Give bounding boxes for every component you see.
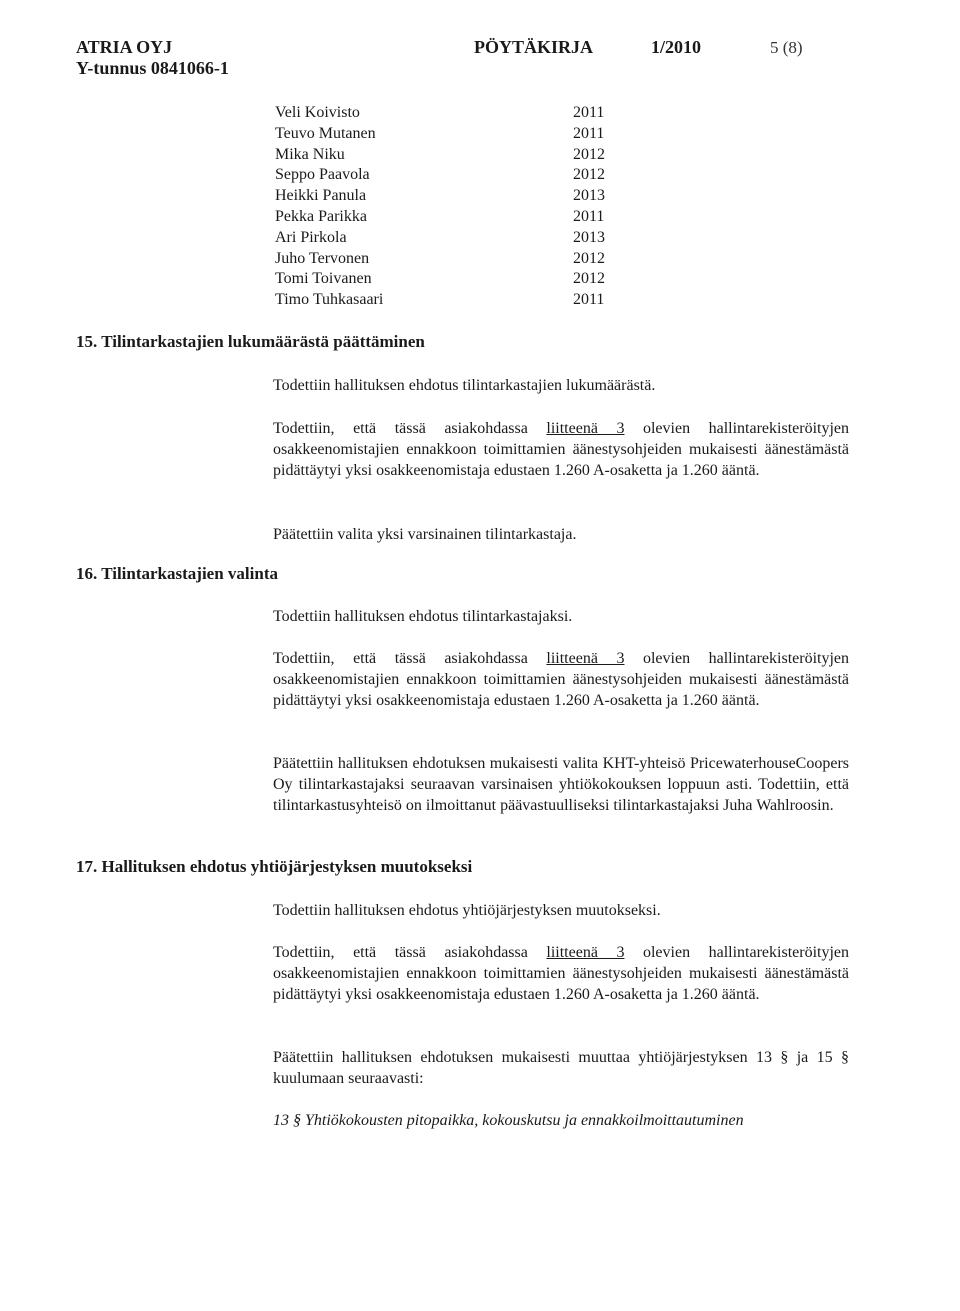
member-term-year: 2011	[573, 291, 605, 309]
list-item	[275, 269, 615, 290]
member-term-year: 2012	[573, 166, 605, 184]
document-type: PÖYTÄKIRJA	[474, 37, 594, 57]
appendix-reference: liitteenä 3	[546, 650, 625, 667]
appendix-reference: liitteenä 3	[546, 420, 625, 437]
list-item	[275, 186, 615, 207]
company-name: ATRIA OYJ	[76, 37, 173, 57]
appendix-reference: liitteenä 3	[546, 944, 625, 961]
section-16-heading: 16. Tilintarkastajien valinta	[76, 564, 278, 583]
member-name: Ari Pirkola	[275, 228, 347, 246]
list-item	[275, 165, 615, 186]
member-term-year: 2012	[573, 145, 605, 163]
member-name: Heikki Panula	[275, 187, 367, 205]
paragraph-text: Todettiin, että tässä asiakohdassa	[273, 944, 547, 961]
paragraph-text: olevien hallintarekisteröityjen osakkeenomistajien ennakkoon toimittamien äänestysohjeiden mukaisesti äänestämästä pidättäytyi yksi osakkeenomistaja edustaen 1.260 A-osaketta ja 1.260 ääntä.	[273, 420, 850, 479]
business-id: Y-tunnus 0841066-1	[76, 58, 229, 78]
member-term-year: 2011	[573, 124, 605, 142]
member-term-year: 2013	[573, 228, 605, 246]
member-name: Timo Tuhkasaari	[275, 291, 384, 309]
list-item	[275, 207, 615, 228]
paragraph-text: Todettiin, että tässä asiakohdassa	[273, 650, 547, 667]
section-17-heading: 17. Hallituksen ehdotus yhtiöjärjestyksen muutokseksi	[76, 857, 473, 876]
member-name: Teuvo Mutanen	[275, 124, 376, 142]
section-15-paragraph-2	[273, 418, 849, 481]
member-term-year: 2011	[573, 207, 605, 225]
list-item	[275, 228, 615, 249]
document-number: 1/2010	[651, 37, 702, 57]
member-name: Veli Koivisto	[275, 104, 360, 121]
list-item	[275, 249, 615, 270]
section-15-paragraph-3: Päätettiin valita yksi varsinainen tilintarkastaja.	[273, 526, 577, 543]
section-16-paragraph-2	[273, 648, 849, 711]
member-term-year: 2012	[573, 249, 605, 267]
member-term-year: 2012	[573, 270, 605, 288]
paragraph-text: olevien hallintarekisteröityjen osakkeenomistajien ennakkoon toimittamien äänestysohjeiden mukaisesti äänestämästä pidättäytyi yksi osakkeenomistaja edustaen 1.260 A-osaketta ja 1.260 ääntä.	[273, 650, 850, 709]
section-16-paragraph-1: Todettiin hallituksen ehdotus tilintarkastajaksi.	[273, 608, 573, 625]
member-name: Tomi Toivanen	[275, 270, 372, 288]
member-term-year: 2013	[573, 187, 605, 205]
section-17-paragraph-2	[273, 942, 849, 1005]
member-name: Juho Tervonen	[275, 249, 370, 267]
paragraph-text: Todettiin, että tässä asiakohdassa	[273, 420, 547, 437]
paragraph-text: olevien hallintarekisteröityjen osakkeenomistajien ennakkoon toimittamien äänestysohjeiden mukaisesti äänestämästä pidättäytyi yksi osakkeenomistaja edustaen 1.260 A-osaketta ja 1.260 ääntä.	[273, 944, 850, 1003]
page-number: 5 (8)	[770, 38, 803, 57]
section-17-paragraph-3: Päätettiin hallituksen ehdotuksen mukaisesti muuttaa yhtiöjärjestyksen 13 § ja 15 § kuulumaan seuraavasti:	[273, 1049, 849, 1087]
board-member-list	[275, 103, 615, 311]
member-name: Pekka Parikka	[275, 207, 367, 225]
list-item	[275, 290, 615, 311]
list-item	[275, 124, 615, 145]
member-name: Seppo Paavola	[275, 166, 370, 184]
member-term-year: 2011	[573, 104, 605, 121]
list-item	[275, 145, 615, 166]
section-17-subheading: 13 § Yhtiökokousten pitopaikka, kokouskutsu ja ennakkoilmoittautuminen	[273, 1112, 744, 1129]
member-name: Mika Niku	[275, 145, 345, 163]
section-15-paragraph-1: Todettiin hallituksen ehdotus tilintarkastajien lukumäärästä.	[273, 377, 656, 394]
section-15-heading: 15. Tilintarkastajien lukumäärästä päättäminen	[76, 332, 425, 351]
section-17-paragraph-1: Todettiin hallituksen ehdotus yhtiöjärjestyksen muutokseksi.	[273, 902, 661, 919]
list-item	[275, 103, 615, 124]
section-16-paragraph-3: Päätettiin hallituksen ehdotuksen mukaisesti valita KHT-yhteisö PricewaterhouseCoopers Oy tilintarkastajaksi seuraavan varsinaisen yhtiökokouksen loppuun asti. Todettiin, että tilintarkastusyhteisö on ilmoittanut päävastuulliseksi tilintarkastajaksi Juha Wahlroosin.	[273, 755, 849, 814]
